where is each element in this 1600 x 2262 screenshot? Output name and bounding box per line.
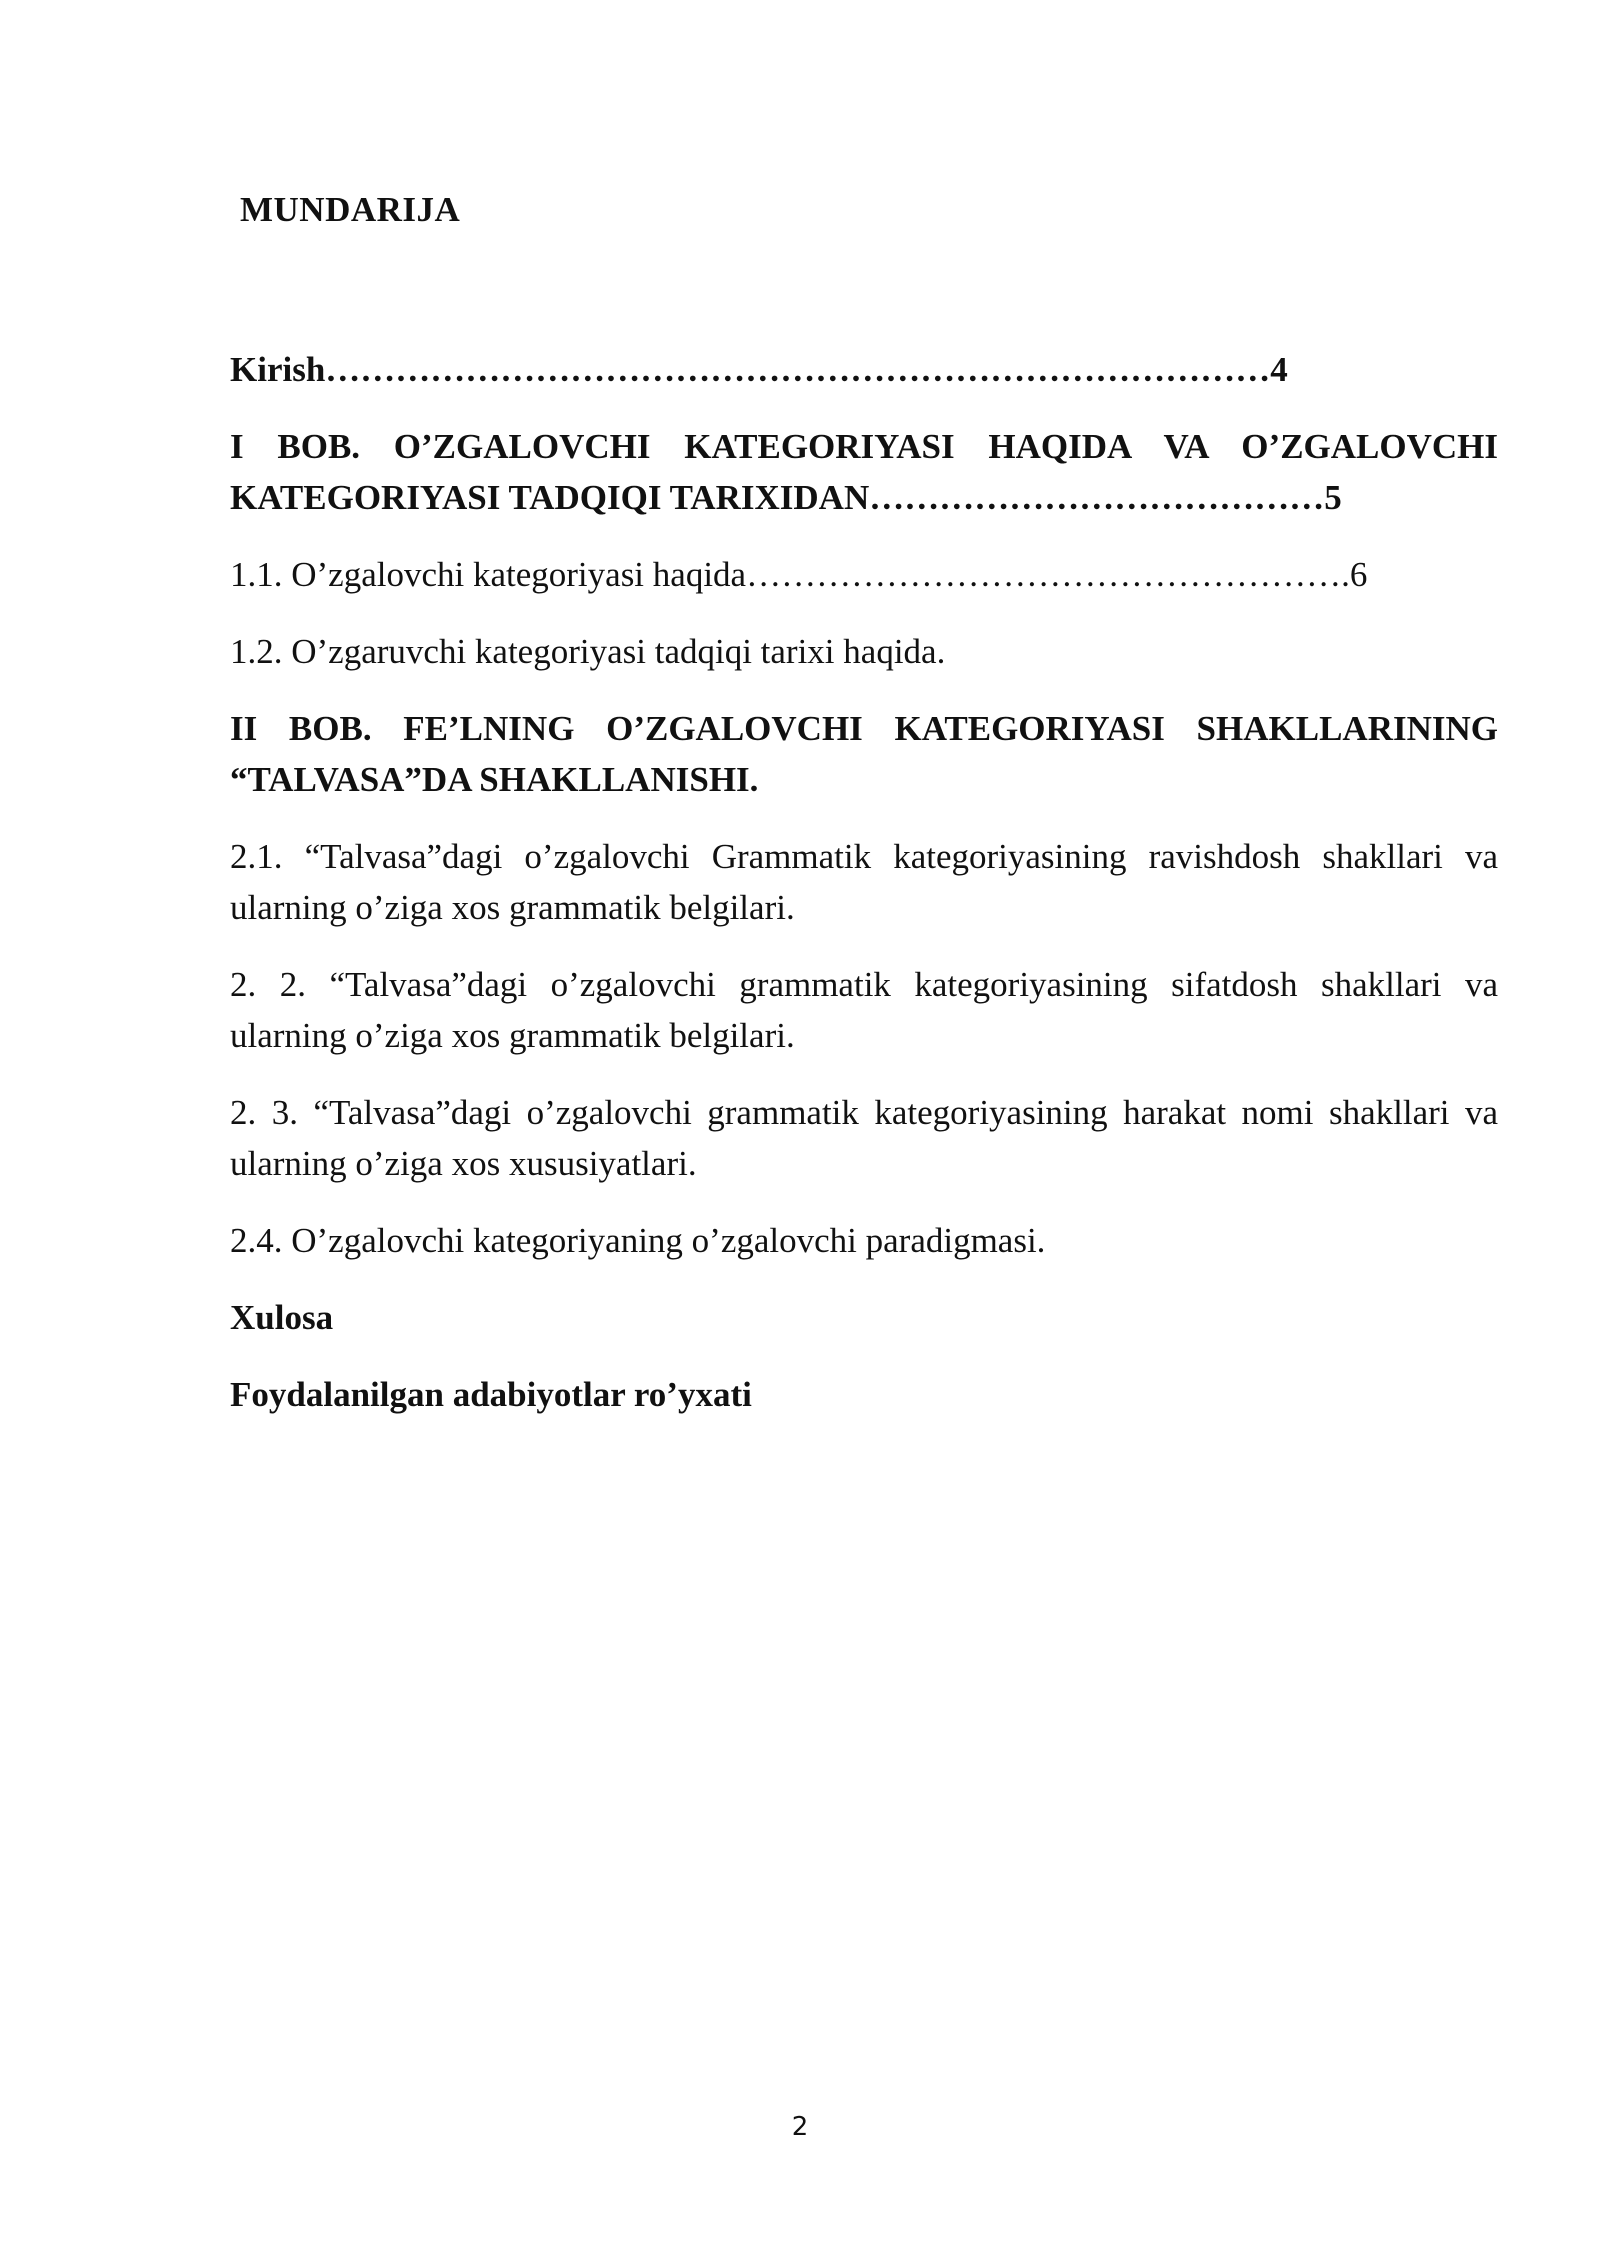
- toc-entry-1-1: 1.1. O’zgalovchi kategoriyasi haqida…………………………………………….6: [230, 555, 1368, 594]
- page-number: 2: [791, 2112, 809, 2142]
- page-title: MUNDARIJA: [240, 190, 461, 229]
- toc-entry-2-1: 2.1. “Talvasa”dagi o’zgalovchi Grammatik kategoriyasining ravishdosh shakllari va ularning o’ziga xos grammatik belgilari.: [230, 837, 1498, 927]
- toc-entry-chapter-2: II BOB. FE’LNING O’ZGALOVCHI KATEGORIYASI SHAKLLARINING “TALVASA”DA SHAKLLANISHI.: [230, 709, 1498, 799]
- toc-entry-1-2: 1.2. O’zgaruvchi kategoriyasi tadqiqi tarixi haqida.: [230, 632, 946, 671]
- toc-entry-2-3: 2. 3. “Talvasa”dagi o’zgalovchi grammatik kategoriyasining harakat nomi shakllari va ularning o’ziga xos xususiyatlari.: [230, 1093, 1498, 1183]
- toc-entry-bibliography: Foydalanilgan adabiyotlar ro’yxati: [230, 1375, 752, 1414]
- toc-entry-2-4: 2.4. O’zgalovchi kategoriyaning o’zgalovchi paradigmasi.: [230, 1221, 1046, 1260]
- toc-entry-chapter-1: I BOB. O’ZGALOVCHI KATEGORIYASI HAQIDA VA O’ZGALOVCHI KATEGORIYASI TADQIQI TARIXIDAN…………………………………5: [230, 427, 1498, 517]
- table-of-contents: [230, 344, 1498, 1446]
- toc-entry-kirish: Kirish………………………………………………………………………4: [230, 350, 1288, 389]
- toc-entry-xulosa: Xulosa: [230, 1298, 334, 1337]
- toc-entry-2-2: 2. 2. “Talvasa”dagi o’zgalovchi grammatik kategoriyasining sifatdosh shakllari va ularning o’ziga xos grammatik belgilari.: [230, 965, 1498, 1055]
